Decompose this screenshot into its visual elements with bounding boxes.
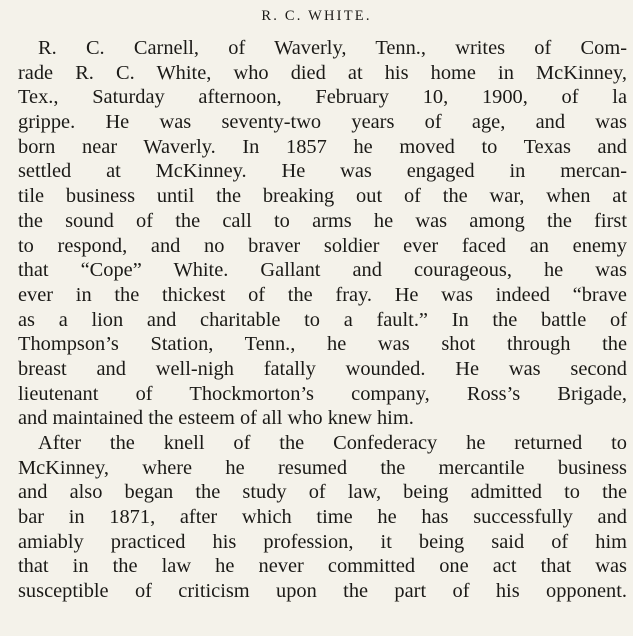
- text-line: that “Cope” White. Gallant and courageous, he was: [18, 259, 627, 282]
- paragraph-1: [18, 36, 627, 431]
- text-line: Thompson’s Station, Tenn., he was shot through the: [18, 333, 627, 356]
- text-line: grippe. He was seventy-two years of age, and was: [18, 111, 627, 134]
- text-line: McKinney, where he resumed the mercantile business: [18, 456, 627, 479]
- text-line: After the knell of the Confederacy he returned to: [38, 432, 627, 454]
- text-line: ever in the thickest of the fray. He was indeed “brave: [18, 283, 627, 306]
- text-line: to respond, and no braver soldier ever faced an enemy: [18, 234, 627, 257]
- text-line: amiably practiced his profession, it being said of him: [18, 530, 627, 553]
- text-line: breast and well-nigh fatally wounded. He was second: [18, 357, 627, 380]
- article-body: [18, 36, 627, 604]
- text-line: rade R. C. White, who died at his home in McKinney,: [18, 61, 627, 84]
- text-line: and maintained the esteem of all who knew him.: [18, 407, 414, 430]
- text-line: bar in 1871, after which time he has successfully and: [18, 506, 627, 529]
- text-line: Tex., Saturday afternoon, February 10, 1900, of la: [18, 86, 627, 109]
- text-line: as a lion and charitable to a fault.” In the battle of: [18, 308, 627, 331]
- text-line: born near Waverly. In 1857 he moved to Texas and: [18, 135, 627, 158]
- text-line: R. C. Carnell, of Waverly, Tenn., writes of Com-: [38, 37, 627, 59]
- paragraph-2: [18, 431, 627, 604]
- text-line: lieutenant of Thockmorton’s company, Ross’s Brigade,: [18, 382, 627, 405]
- text-line: that in the law he never committed one act that was: [18, 555, 627, 578]
- text-line: and also began the study of law, being admitted to the: [18, 481, 627, 504]
- text-line: settled at McKinney. He was engaged in mercan-: [18, 160, 627, 183]
- article-heading: R. C. WHITE.: [261, 8, 372, 24]
- text-line: tile business until the breaking out of the war, when at: [18, 185, 627, 208]
- text-line: the sound of the call to arms he was among the first: [18, 209, 627, 232]
- text-line: susceptible of criticism upon the part of his opponent.: [18, 580, 627, 603]
